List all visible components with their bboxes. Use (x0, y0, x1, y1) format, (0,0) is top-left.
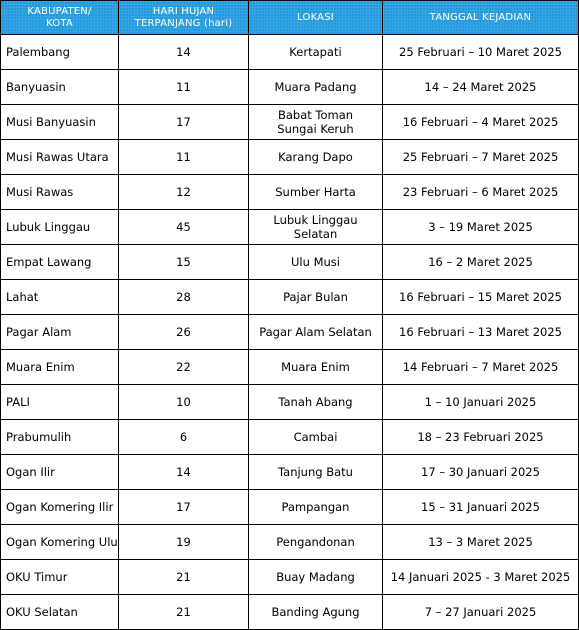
cell-lokasi: Lubuk Linggau Selatan (249, 210, 383, 245)
cell-kabupaten: Ogan Ilir (1, 455, 119, 490)
cell-hari: 19 (119, 525, 249, 560)
table-row (1, 35, 579, 70)
cell-kabupaten: Pagar Alam (1, 315, 119, 350)
cell-hari: 45 (119, 210, 249, 245)
table-row (1, 210, 579, 245)
cell-tanggal: 25 Februari – 7 Maret 2025 (383, 140, 579, 175)
cell-lokasi: Karang Dapo (249, 140, 383, 175)
cell-lokasi: Banding Agung (249, 595, 383, 630)
cell-kabupaten: PALI (1, 385, 119, 420)
table-row (1, 315, 579, 350)
cell-tanggal: 7 – 27 Januari 2025 (383, 595, 579, 630)
cell-kabupaten: OKU Selatan (1, 595, 119, 630)
cell-tanggal: 14 Februari – 7 Maret 2025 (383, 350, 579, 385)
cell-tanggal: 1 – 10 Januari 2025 (383, 385, 579, 420)
header-hari-hujan-terpanjang: HARI HUJAN TERPANJANG (hari) (119, 1, 249, 35)
cell-tanggal: 3 – 19 Maret 2025 (383, 210, 579, 245)
table-row (1, 70, 579, 105)
cell-lokasi: Muara Padang (249, 70, 383, 105)
cell-tanggal: 16 Februari – 4 Maret 2025 (383, 105, 579, 140)
table-row (1, 140, 579, 175)
cell-lokasi: Kertapati (249, 35, 383, 70)
table-row (1, 175, 579, 210)
cell-lokasi: Cambai (249, 420, 383, 455)
cell-hari: 22 (119, 350, 249, 385)
cell-kabupaten: Musi Banyuasin (1, 105, 119, 140)
table-row (1, 245, 579, 280)
cell-lokasi: Pajar Bulan (249, 280, 383, 315)
table-row (1, 455, 579, 490)
cell-kabupaten: Musi Rawas Utara (1, 140, 119, 175)
table-header (1, 1, 579, 35)
cell-tanggal: 16 – 2 Maret 2025 (383, 245, 579, 280)
cell-hari: 11 (119, 70, 249, 105)
cell-lokasi: Pengandonan (249, 525, 383, 560)
cell-tanggal: 17 – 30 Januari 2025 (383, 455, 579, 490)
cell-lokasi: Ulu Musi (249, 245, 383, 280)
table-row (1, 350, 579, 385)
cell-kabupaten: Empat Lawang (1, 245, 119, 280)
cell-kabupaten: Palembang (1, 35, 119, 70)
cell-hari: 21 (119, 595, 249, 630)
table-body (1, 35, 579, 630)
cell-hari: 26 (119, 315, 249, 350)
cell-hari: 15 (119, 245, 249, 280)
cell-tanggal: 16 Februari – 13 Maret 2025 (383, 315, 579, 350)
cell-tanggal: 18 – 23 Februari 2025 (383, 420, 579, 455)
cell-hari: 14 (119, 455, 249, 490)
cell-kabupaten: Prabumulih (1, 420, 119, 455)
cell-lokasi: Babat Toman Sungai Keruh (249, 105, 383, 140)
cell-hari: 6 (119, 420, 249, 455)
table-row (1, 105, 579, 140)
cell-hari: 10 (119, 385, 249, 420)
header-tanggal-kejadian: TANGGAL KEJADIAN (383, 1, 579, 35)
table-row (1, 420, 579, 455)
cell-tanggal: 13 – 3 Maret 2025 (383, 525, 579, 560)
cell-hari: 28 (119, 280, 249, 315)
cell-hari: 11 (119, 140, 249, 175)
cell-lokasi: Pampangan (249, 490, 383, 525)
cell-lokasi: Tanah Abang (249, 385, 383, 420)
cell-tanggal: 15 – 31 Januari 2025 (383, 490, 579, 525)
header-lokasi: LOKASI (249, 1, 383, 35)
cell-kabupaten: Musi Rawas (1, 175, 119, 210)
cell-hari: 14 (119, 35, 249, 70)
cell-kabupaten: OKU Timur (1, 560, 119, 595)
table-row (1, 280, 579, 315)
cell-kabupaten: Ogan Komering Ilir (1, 490, 119, 525)
header-kabupaten-kota: KABUPATEN/ KOTA (1, 1, 119, 35)
cell-tanggal: 14 Januari 2025 - 3 Maret 2025 (383, 560, 579, 595)
cell-lokasi: Tanjung Batu (249, 455, 383, 490)
table-row (1, 385, 579, 420)
table-row (1, 490, 579, 525)
cell-hari: 21 (119, 560, 249, 595)
cell-kabupaten: Lahat (1, 280, 119, 315)
table-row (1, 560, 579, 595)
cell-hari: 12 (119, 175, 249, 210)
cell-kabupaten: Banyuasin (1, 70, 119, 105)
cell-tanggal: 25 Februari – 10 Maret 2025 (383, 35, 579, 70)
cell-tanggal: 14 – 24 Maret 2025 (383, 70, 579, 105)
cell-hari: 17 (119, 490, 249, 525)
cell-tanggal: 23 Februari – 6 Maret 2025 (383, 175, 579, 210)
cell-lokasi: Muara Enim (249, 350, 383, 385)
cell-lokasi: Pagar Alam Selatan (249, 315, 383, 350)
cell-lokasi: Sumber Harta (249, 175, 383, 210)
header-row (1, 1, 579, 35)
table-row (1, 525, 579, 560)
cell-lokasi: Buay Madang (249, 560, 383, 595)
cell-kabupaten: Muara Enim (1, 350, 119, 385)
cell-kabupaten: Lubuk Linggau (1, 210, 119, 245)
cell-hari: 17 (119, 105, 249, 140)
table-row (1, 595, 579, 630)
cell-tanggal: 16 Februari – 15 Maret 2025 (383, 280, 579, 315)
cell-kabupaten: Ogan Komering Ulu (1, 525, 119, 560)
